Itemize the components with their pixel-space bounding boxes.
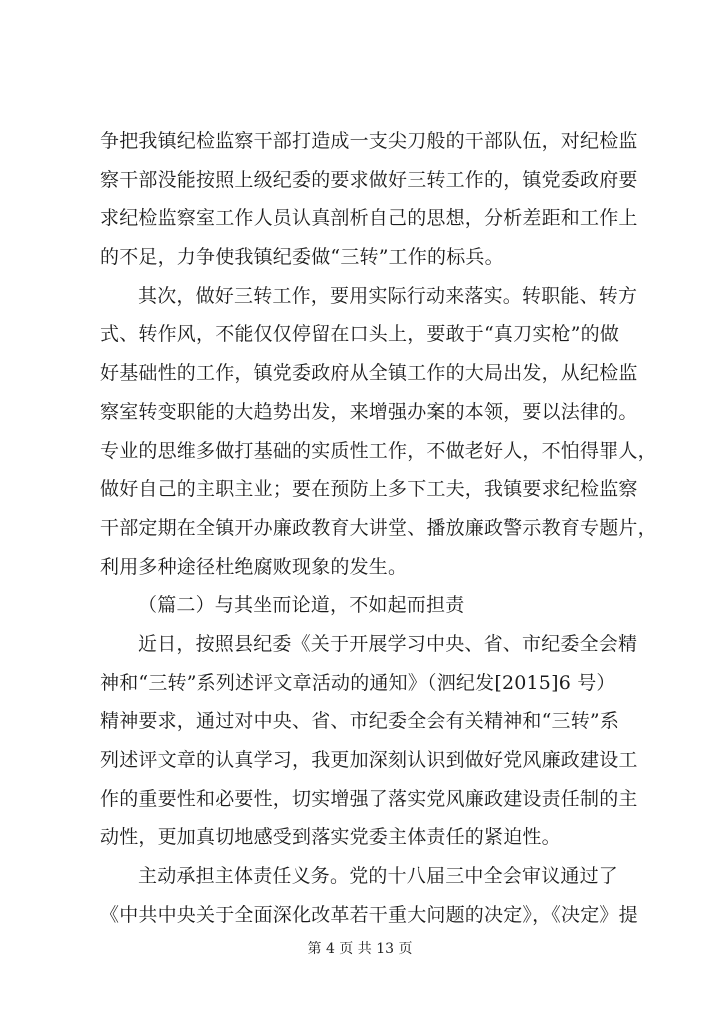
text-line: 主动承担主体责任义务。党的十八届三中全会审议通过了	[138, 865, 619, 888]
text-line: 好基础性的工作，镇党委政府从全镇工作的大局出发，从纪检监	[100, 362, 638, 385]
text-line: 察干部没能按照上级纪委的要求做好三转工作的，镇党委政府要	[100, 168, 638, 191]
text-line: 做好自己的主职主业；要在预防上多下工夫，我镇要求纪检监察	[100, 478, 638, 501]
paragraph	[100, 857, 640, 934]
page-number: 第 4 页 共 13 页	[307, 941, 413, 957]
text-line: 察室转变职能的大趋势出发，来增强办案的本领，要以法律的。	[100, 400, 638, 423]
text-line: 动性，更加真切地感受到落实党委主体责任的紧迫性。	[100, 826, 561, 849]
section-heading	[100, 586, 640, 625]
text-line: 精神要求，通过对中央、省、市纪委全会有关精神和“三转”系	[100, 710, 620, 733]
text-line: 利用多种途径杜绝腐败现象的发生。	[100, 555, 408, 578]
text-line: 神和“三转”系列述评文章活动的通知》（泗纪发[2015]6 号）	[100, 671, 616, 694]
document-body	[100, 122, 657, 934]
paragraph	[100, 277, 657, 587]
text-line: 求纪检监察室工作人员认真剖析自己的思想，分析差距和工作上	[100, 207, 638, 230]
heading-line: （篇二）与其坐而论道，不如起而担责	[138, 594, 465, 617]
text-line: 其次，做好三转工作，要用实际行动来落实。转职能、转方	[138, 284, 638, 307]
page-footer	[0, 938, 720, 958]
text-line: 《中共中央关于全面深化改革若干重大问题的决定》，《决定》提	[100, 903, 638, 926]
text-line: 作的重要性和必要性，切实增强了落实党风廉政建设责任制的主	[100, 787, 638, 810]
text-line: 的不足，力争使我镇纪委做“三转”工作的标兵。	[100, 246, 504, 269]
text-line: 式、转作风，不能仅仅停留在口头上，要敢于“真刀实枪”的做	[100, 323, 620, 346]
text-line: 近日，按照县纪委《关于开展学习中央、省、市纪委全会精	[138, 632, 638, 655]
text-line: 干部定期在全镇开办廉政教育大讲堂、播放廉政警示教育专题片，	[100, 516, 657, 539]
paragraph	[100, 625, 640, 857]
text-line: 争把我镇纪检监察干部打造成一支尖刀般的干部队伍，对纪检监	[100, 130, 638, 152]
text-line: 专业的思维多做打基础的实质性工作，不做老好人，不怕得罪人，	[100, 439, 657, 462]
paragraph	[100, 122, 640, 277]
text-line: 列述评文章的认真学习，我更加深刻认识到做好党风廉政建设工	[100, 749, 638, 771]
